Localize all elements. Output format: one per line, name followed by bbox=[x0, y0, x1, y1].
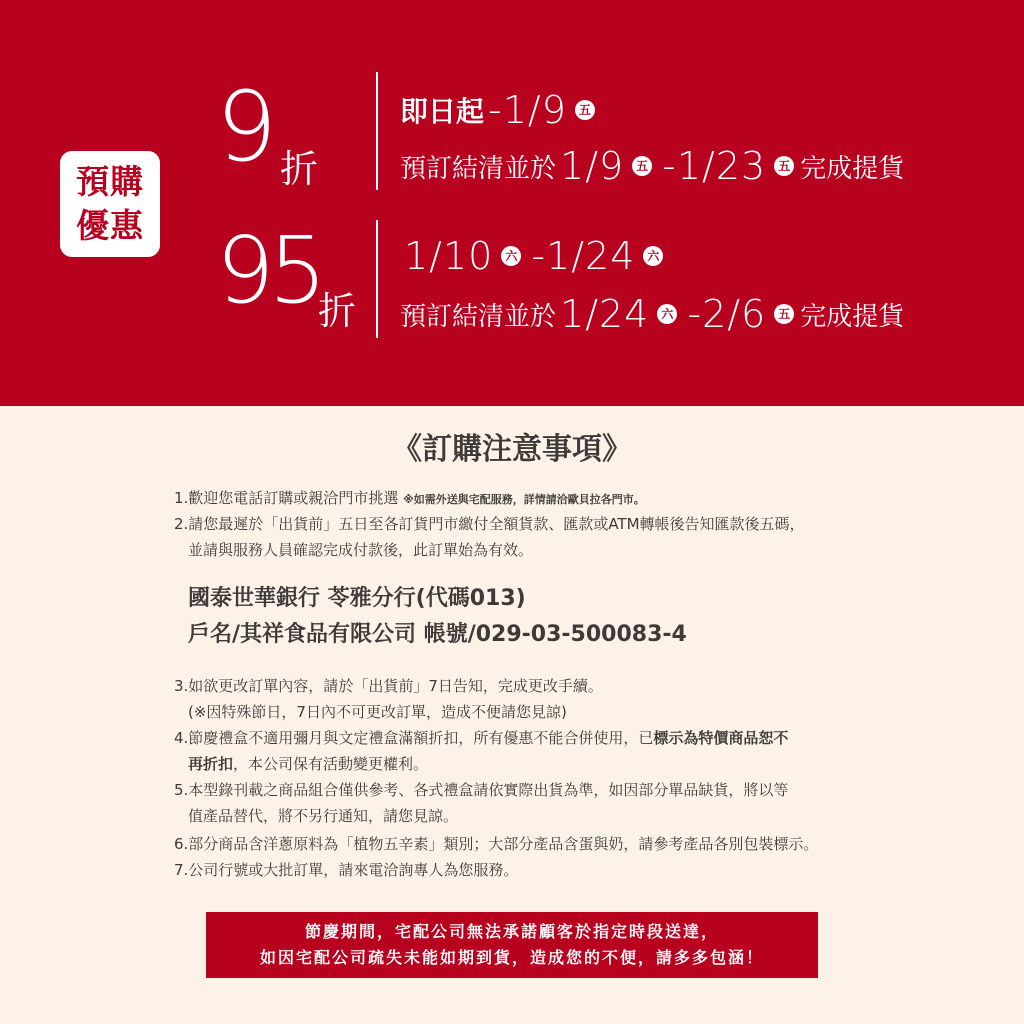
pickup-start-date: 1/9 bbox=[560, 144, 625, 188]
offer-1-end-date: -1/9 bbox=[488, 88, 567, 132]
note-7: 7.公司行號或大批訂單，請來電洽詢專人為您服務。 bbox=[174, 861, 519, 879]
note-1-remark: ※如需外送與宅配服務，詳情請洽歐貝拉各門市。 bbox=[403, 493, 645, 506]
weekday-badge: 五 bbox=[632, 156, 652, 176]
note-3-line-2: (※因特殊節日，7日內不可更改訂單，造成不便請您見諒) bbox=[188, 703, 567, 721]
offer-2-pickup bbox=[400, 286, 904, 342]
note-5-line-2: 值產品替代，將不另行通知，請您見諒。 bbox=[188, 807, 459, 825]
note-4-text: 4.節慶禮盒不適用彌月與文定禮盒滿額折扣，所有優惠不能合併使用，已 bbox=[174, 729, 654, 747]
offer-1-pickup bbox=[400, 140, 904, 192]
offer-2-start-date: 1/10 bbox=[404, 234, 494, 278]
weekday-badge: 六 bbox=[501, 246, 521, 266]
preorder-badge bbox=[60, 151, 160, 257]
weekday-badge: 五 bbox=[774, 156, 794, 176]
notes-title: 《訂購注意事項》 bbox=[392, 432, 632, 467]
pickup-suffix: 完成提貨 bbox=[800, 301, 905, 332]
note-2-line-2: 並請與服務人員確認完成付款後，此訂單始為有效。 bbox=[188, 541, 534, 559]
offer-2-end-date: -1/24 bbox=[531, 234, 636, 278]
discount-2-unit: 折 bbox=[318, 289, 357, 333]
badge-line-2: 優惠 bbox=[76, 206, 144, 245]
offer-1-period bbox=[400, 84, 601, 136]
note-3-line-1: 3.如欲更改訂單內容，請於「出貨前」7日告知，完成更改手續。 bbox=[174, 677, 603, 695]
weekday-badge: 五 bbox=[575, 100, 595, 120]
note-4-line-1 bbox=[174, 724, 874, 752]
note-6: 6.部分商品含洋蔥原料為「植物五辛素」類別；大部分產品含蛋與奶，請參考產品各別包裝標示。 bbox=[174, 835, 819, 853]
note-4-emphasis: 標示為特價商品恕不 bbox=[653, 729, 789, 747]
note-2-line-1: 2.請您最遲於「出貨前」五日至各訂貨門市繳付全額貨款、匯款或ATM轉帳後告知匯款後五碼， bbox=[174, 515, 805, 533]
pickup-suffix: 完成提貨 bbox=[800, 153, 905, 184]
discount-2-value: 95 bbox=[216, 217, 322, 324]
weekday-badge: 六 bbox=[657, 304, 677, 324]
pickup-prefix: 預訂結清並於 bbox=[400, 153, 557, 184]
divider-2 bbox=[376, 220, 378, 338]
divider-1 bbox=[376, 72, 378, 190]
note-4-emphasis: 再折扣 bbox=[188, 755, 234, 773]
badge-line-1: 預購 bbox=[76, 162, 144, 201]
pickup-start-date: 1/24 bbox=[560, 292, 650, 336]
pickup-end-date: -1/23 bbox=[662, 144, 767, 188]
bank-name: 國泰世華銀行 苓雅分行(代碼013) bbox=[188, 586, 526, 611]
bank-account: 戶名/其祥食品有限公司 帳號/029-03-500083-4 bbox=[188, 622, 687, 647]
discount-banner bbox=[0, 0, 1024, 406]
weekday-badge: 五 bbox=[774, 304, 794, 324]
note-4-line-2 bbox=[174, 750, 888, 778]
note-4-text: ，本公司保有活動變更權利。 bbox=[233, 755, 429, 773]
delivery-notice-line-2: 如因宅配公司疏失未能如期到貨，造成您的不便，請多多包涵！ bbox=[259, 948, 764, 967]
weekday-badge: 六 bbox=[643, 246, 663, 266]
note-1-text: 1.歡迎您電話訂購或親洽門市挑選 bbox=[174, 489, 399, 507]
discount-1-value: 9 bbox=[216, 71, 278, 183]
pickup-end-date: -2/6 bbox=[687, 292, 767, 336]
delivery-notice-line-1: 節慶期間，宅配公司無法承諾顧客於指定時段送達， bbox=[304, 922, 719, 941]
offer-1-start-label: 即日起 bbox=[400, 95, 485, 128]
note-5-line-1: 5.本型錄刊載之商品組合僅供參考、各式禮盒請依實際出貨為準，如因部分單品缺貨，將以等 bbox=[174, 781, 789, 799]
delivery-notice bbox=[206, 912, 818, 978]
pickup-prefix: 預訂結清並於 bbox=[400, 301, 557, 332]
discount-1-unit: 折 bbox=[280, 147, 319, 191]
offer-2-period bbox=[400, 228, 669, 284]
